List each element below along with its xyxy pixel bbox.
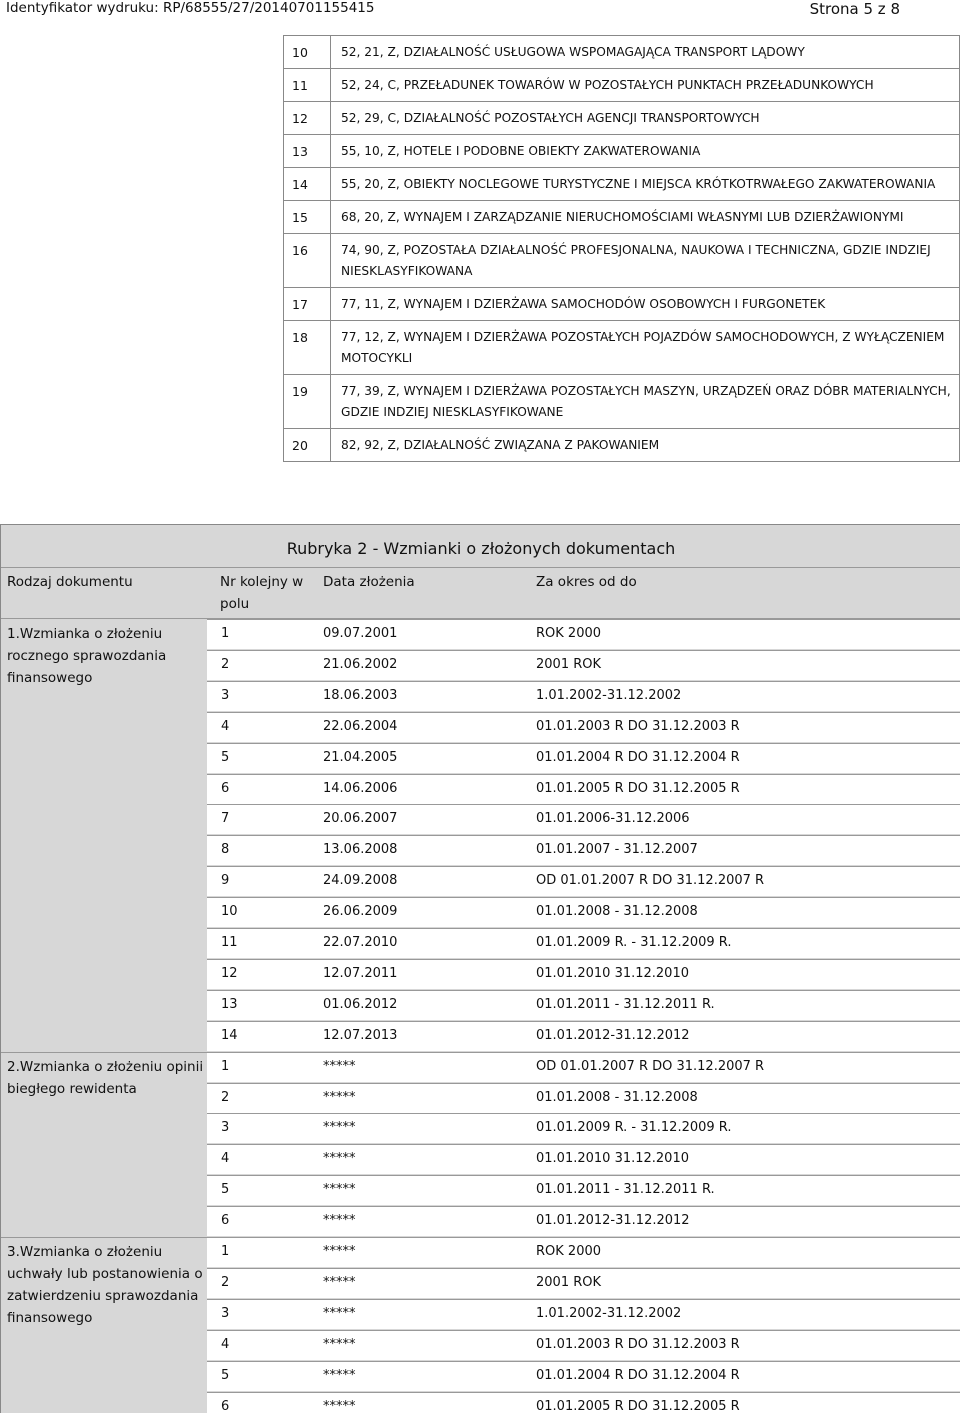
period: 01.01.2005 R DO 31.12.2005 R xyxy=(536,1398,740,1414)
pkd-description: 77, 39, Z, WYNAJEM I DZIERŻAWA POZOSTAŁYCH MASZYN, URZĄDZEŃ ORAZ DÓBR MATERIALNYCH, GDZIE INDZIEJ NIESKLASYFIKOWANE xyxy=(330,375,959,428)
filing-date: ***** xyxy=(323,1367,356,1383)
row-number: 11 xyxy=(292,78,308,93)
filing-date: 18.06.2003 xyxy=(323,687,398,703)
table-row xyxy=(207,990,960,1020)
filing-date: 12.07.2013 xyxy=(323,1027,398,1043)
entry-number: 2 xyxy=(221,1274,230,1290)
table-row xyxy=(207,1113,960,1143)
row-number: 18 xyxy=(292,330,308,345)
row-number: 12 xyxy=(292,111,308,126)
table-row xyxy=(207,1392,960,1422)
period: 01.01.2012-31.12.2012 xyxy=(536,1213,690,1229)
filing-date: ***** xyxy=(323,1182,356,1198)
pkd-description: 82, 92, Z, DZIAŁALNOŚĆ ZWIĄZANA Z PAKOWANIEM xyxy=(330,429,959,461)
entry-number: 1 xyxy=(221,1244,230,1259)
entry-number: 5 xyxy=(221,749,230,765)
document-type-name: 2.Wzmianka o złożeniu opinii biegłego rewidenta xyxy=(7,1058,204,1097)
entry-number: 1 xyxy=(221,1058,230,1074)
period: OD 01.01.2007 R DO 31.12.2007 R xyxy=(536,873,765,889)
filing-date: ***** xyxy=(323,1151,356,1167)
period: 01.01.2011 - 31.12.2011 R. xyxy=(536,996,715,1012)
filing-date: ***** xyxy=(323,1336,356,1352)
entry-number: 1 xyxy=(221,626,230,641)
filing-date: 14.06.2006 xyxy=(323,780,398,796)
period: 2001 ROK xyxy=(536,1274,602,1290)
filing-date: ***** xyxy=(323,1305,356,1321)
entry-number: 12 xyxy=(221,965,238,981)
row-number: 15 xyxy=(292,210,308,225)
documents-table xyxy=(0,524,960,1413)
period: ROK 2000 xyxy=(536,1244,602,1259)
entry-number: 6 xyxy=(221,780,230,796)
filing-date: 22.07.2010 xyxy=(323,935,398,950)
period: 01.01.2010 31.12.2010 xyxy=(536,965,689,981)
period: 01.01.2012-31.12.2012 xyxy=(536,1027,690,1043)
period: 01.01.2009 R. - 31.12.2009 R. xyxy=(536,935,732,950)
filing-date: 26.06.2009 xyxy=(323,904,398,920)
page-number: Strona 5 z 8 xyxy=(809,0,900,18)
period: ROK 2000 xyxy=(536,626,602,641)
filing-date: 21.06.2002 xyxy=(323,656,398,672)
table-row xyxy=(207,897,960,927)
entry-number: 7 xyxy=(221,811,230,827)
period: 01.01.2008 - 31.12.2008 xyxy=(536,904,698,920)
period: 01.01.2011 - 31.12.2011 R. xyxy=(536,1182,715,1198)
entry-number: 13 xyxy=(221,996,238,1012)
table-row xyxy=(207,1052,960,1082)
period: 01.01.2004 R DO 31.12.2004 R xyxy=(536,749,740,765)
period: 01.01.2008 - 31.12.2008 xyxy=(536,1089,698,1105)
filing-date: ***** xyxy=(323,1089,356,1105)
period: 01.01.2005 R DO 31.12.2005 R xyxy=(536,780,740,796)
pkd-description: 68, 20, Z, WYNAJEM I ZARZĄDZANIE NIERUCHOMOŚCIAMI WŁASNYMI LUB DZIERŻAWIONYMI xyxy=(330,201,959,233)
filing-date: ***** xyxy=(323,1213,356,1229)
filing-date: 12.07.2011 xyxy=(323,965,398,981)
table-row xyxy=(284,101,959,134)
table-row xyxy=(207,743,960,773)
section-title: Rubryka 2 - Wzmianki o złożonych dokumentach xyxy=(286,539,676,558)
table-row xyxy=(207,866,960,896)
period: 2001 ROK xyxy=(536,656,602,672)
filing-date: 09.07.2001 xyxy=(323,626,398,641)
document-type-name: 3.Wzmianka o złożeniu uchwały lub postanowienia o zatwierdzeniu sprawozdania finansowego xyxy=(7,1244,203,1326)
table-row xyxy=(207,1268,960,1298)
table-row xyxy=(284,167,959,200)
print-identifier: Identyfikator wydruku: RP/68555/27/20140701155415 xyxy=(6,0,375,16)
filing-date: 20.06.2007 xyxy=(323,811,398,827)
table-row xyxy=(207,1361,960,1391)
table-row xyxy=(207,650,960,680)
table-row xyxy=(284,68,959,101)
period: OD 01.01.2007 R DO 31.12.2007 R xyxy=(536,1058,765,1074)
row-number: 17 xyxy=(292,297,308,312)
table-row xyxy=(207,1330,960,1360)
filing-date: ***** xyxy=(323,1244,356,1259)
entry-number: 11 xyxy=(221,935,238,950)
entry-number: 9 xyxy=(221,873,230,889)
table-row xyxy=(284,200,959,233)
entry-number: 5 xyxy=(221,1367,230,1383)
entry-number: 2 xyxy=(221,656,230,672)
group-divider xyxy=(1,1052,207,1053)
table-row xyxy=(207,1021,960,1051)
page-header xyxy=(0,0,960,18)
entry-number: 4 xyxy=(221,1336,230,1352)
period: 1.01.2002-31.12.2002 xyxy=(536,1305,682,1321)
row-number: 13 xyxy=(292,144,308,159)
table-row xyxy=(207,928,960,958)
period: 01.01.2003 R DO 31.12.2003 R xyxy=(536,718,740,734)
table-row xyxy=(207,1083,960,1113)
filing-date: ***** xyxy=(323,1058,356,1074)
row-number: 14 xyxy=(292,177,308,192)
table-row xyxy=(207,1237,960,1267)
document-type-name: 1.Wzmianka o złożeniu rocznego sprawozdania finansowego xyxy=(7,626,167,686)
table-row xyxy=(207,619,960,649)
filing-date: ***** xyxy=(323,1120,356,1136)
pkd-table xyxy=(283,35,960,462)
table-row xyxy=(207,681,960,711)
table-row xyxy=(284,36,959,68)
row-number: 16 xyxy=(292,243,308,258)
period: 01.01.2004 R DO 31.12.2004 R xyxy=(536,1367,740,1383)
table-row xyxy=(207,1144,960,1174)
entry-number: 14 xyxy=(221,1027,238,1043)
pkd-description: 55, 20, Z, OBIEKTY NOCLEGOWE TURYSTYCZNE I MIEJSCA KRÓTKOTRWAŁEGO ZAKWATEROWANIA xyxy=(330,168,959,200)
header-divider xyxy=(1,618,960,619)
table-row xyxy=(207,774,960,804)
pkd-description: 77, 12, Z, WYNAJEM I DZIERŻAWA POZOSTAŁYCH POJAZDÓW SAMOCHODOWYCH, Z WYŁĄCZENIEM MOTOCYKLI xyxy=(330,321,959,374)
table-row xyxy=(284,233,959,287)
table-row xyxy=(207,1206,960,1236)
entry-number: 10 xyxy=(221,904,238,920)
entry-number: 4 xyxy=(221,1151,230,1167)
filing-date: 01.06.2012 xyxy=(323,996,398,1012)
filing-date: 13.06.2008 xyxy=(323,842,398,858)
table-row xyxy=(207,712,960,742)
table-row xyxy=(207,1175,960,1205)
table-row xyxy=(207,959,960,989)
header-doc-type: Rodzaj dokumentu xyxy=(7,574,133,590)
table-row xyxy=(207,804,960,834)
pkd-description: 52, 24, C, PRZEŁADUNEK TOWARÓW W POZOSTAŁYCH PUNKTACH PRZEŁADUNKOWYCH xyxy=(330,69,959,101)
filing-date: 22.06.2004 xyxy=(323,718,398,734)
pkd-description: 77, 11, Z, WYNAJEM I DZIERŻAWA SAMOCHODÓW OSOBOWYCH I FURGONETEK xyxy=(330,288,959,320)
row-number: 10 xyxy=(292,45,308,60)
header-nr: Nr kolejny w polu xyxy=(220,574,304,612)
period: 01.01.2003 R DO 31.12.2003 R xyxy=(536,1336,740,1352)
entry-number: 8 xyxy=(221,842,230,858)
title-divider xyxy=(1,567,960,568)
entry-number: 6 xyxy=(221,1213,230,1229)
filing-date: ***** xyxy=(323,1274,356,1290)
table-row xyxy=(207,835,960,865)
pkd-description: 74, 90, Z, POZOSTAŁA DZIAŁALNOŚĆ PROFESJONALNA, NAUKOWA I TECHNICZNA, GDZIE INDZIEJ NIESKLASYFIKOWANA xyxy=(330,234,959,287)
table-row xyxy=(284,428,959,461)
entry-number: 3 xyxy=(221,687,230,703)
filing-date: 21.04.2005 xyxy=(323,749,398,765)
row-number: 19 xyxy=(292,384,308,399)
filing-date: 24.09.2008 xyxy=(323,873,398,889)
table-row xyxy=(284,374,959,428)
period: 1.01.2002-31.12.2002 xyxy=(536,687,682,703)
period: 01.01.2006-31.12.2006 xyxy=(536,811,690,827)
filing-date: ***** xyxy=(323,1398,356,1414)
entry-number: 2 xyxy=(221,1089,230,1105)
pkd-description: 52, 29, C, DZIAŁALNOŚĆ POZOSTAŁYCH AGENCJI TRANSPORTOWYCH xyxy=(330,102,959,134)
row-number: 20 xyxy=(292,438,308,453)
header-period: Za okres od do xyxy=(536,574,637,590)
period: 01.01.2007 - 31.12.2007 xyxy=(536,842,698,858)
entry-number: 5 xyxy=(221,1182,230,1198)
table-row xyxy=(207,1299,960,1329)
pkd-description: 55, 10, Z, HOTELE I PODOBNE OBIEKTY ZAKWATEROWANIA xyxy=(330,135,959,167)
table-row xyxy=(284,287,959,320)
entry-number: 3 xyxy=(221,1120,230,1136)
pkd-description: 52, 21, Z, DZIAŁALNOŚĆ USŁUGOWA WSPOMAGAJĄCA TRANSPORT LĄDOWY xyxy=(330,36,959,68)
period: 01.01.2009 R. - 31.12.2009 R. xyxy=(536,1120,732,1136)
entry-number: 3 xyxy=(221,1305,230,1321)
group-divider xyxy=(1,1237,207,1238)
entry-number: 6 xyxy=(221,1398,230,1414)
entry-number: 4 xyxy=(221,718,230,734)
header-date: Data złożenia xyxy=(323,574,415,590)
period: 01.01.2010 31.12.2010 xyxy=(536,1151,689,1167)
table-row xyxy=(284,134,959,167)
table-row xyxy=(284,320,959,374)
